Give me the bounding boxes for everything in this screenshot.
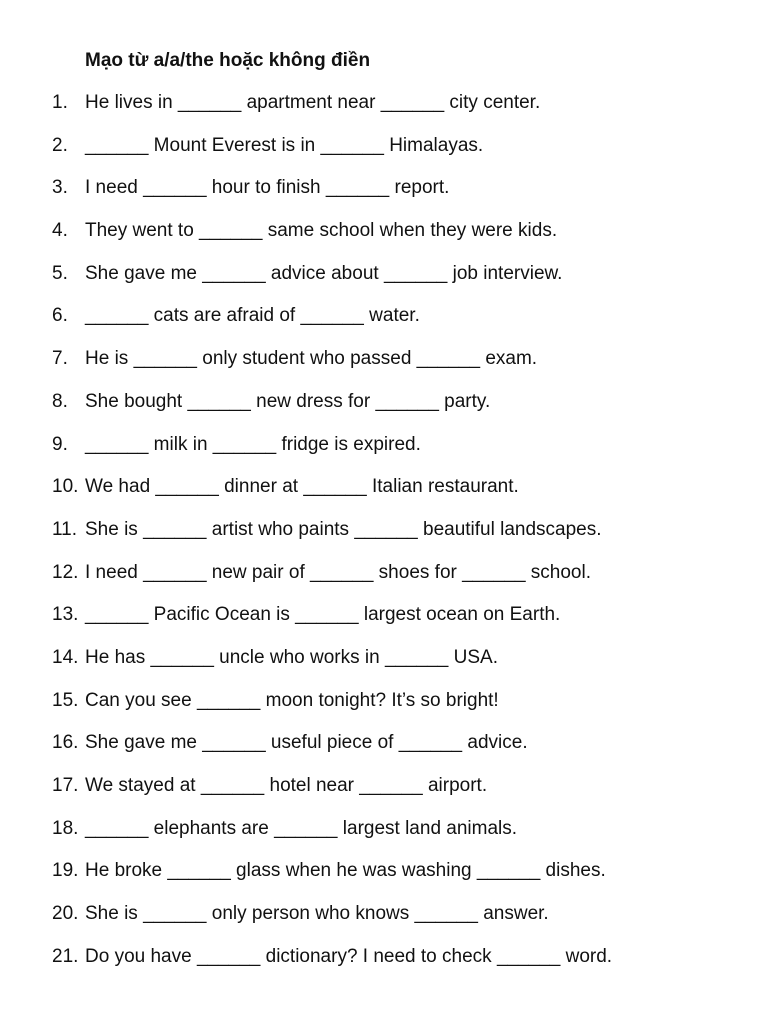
exercise-item <box>0 90 768 133</box>
exercise-sentence: She is ______ artist who paints ______ beautiful landscapes. <box>85 518 602 540</box>
exercise-number: 7. <box>52 348 68 370</box>
exercise-sentence: ______ cats are afraid of ______ water. <box>85 305 420 327</box>
exercise-sentence: She bought ______ new dress for ______ party. <box>85 390 491 412</box>
exercise-item <box>0 602 768 645</box>
exercise-item <box>0 389 768 432</box>
exercise-sentence: She gave me ______ useful piece of ______ advice. <box>85 732 528 754</box>
exercise-item <box>0 901 768 944</box>
exercise-number: 19. <box>52 860 79 882</box>
exercise-item <box>0 645 768 688</box>
exercise-sentence: We stayed at ______ hotel near ______ airport. <box>85 775 488 796</box>
exercise-number: 20. <box>52 903 79 925</box>
exercise-item <box>0 432 768 475</box>
exercise-item <box>0 858 768 901</box>
exercise-item <box>0 730 768 773</box>
exercise-number: 6. <box>52 305 68 327</box>
exercise-sentence: ______ Mount Everest is in ______ Himalayas. <box>85 134 484 156</box>
exercise-number: 15. <box>52 689 79 711</box>
exercise-item <box>0 218 768 261</box>
exercise-number: 21. <box>52 945 79 967</box>
exercise-number: 1. <box>52 92 68 113</box>
exercise-list <box>0 90 768 986</box>
exercise-number: 9. <box>52 433 68 455</box>
exercise-sentence: He has ______ uncle who works in ______ USA. <box>85 646 498 668</box>
exercise-sentence: I need ______ new pair of ______ shoes for ______ school. <box>85 561 591 583</box>
exercise-number: 11. <box>52 518 78 540</box>
exercise-item <box>0 346 768 389</box>
exercise-sentence: Do you have ______ dictionary? I need to check ______ word. <box>85 945 613 967</box>
exercise-sentence: They went to ______ same school when they were kids. <box>85 220 558 242</box>
exercise-item <box>0 944 768 987</box>
exercise-number: 16. <box>52 732 79 754</box>
exercise-number: 2. <box>52 134 68 156</box>
exercise-item <box>0 517 768 560</box>
exercise-sentence: Can you see ______ moon tonight? It’s so bright! <box>85 689 499 711</box>
exercise-item <box>0 261 768 304</box>
worksheet-title: Mạo từ a/a/the hoặc không điền <box>85 50 371 71</box>
exercise-sentence: We had ______ dinner at ______ Italian restaurant. <box>85 476 519 498</box>
exercise-number: 5. <box>52 262 68 284</box>
exercise-item <box>0 773 768 816</box>
exercise-sentence: ______ Pacific Ocean is ______ largest ocean on Earth. <box>85 604 561 626</box>
exercise-sentence: ______ elephants are ______ largest land animals. <box>85 817 518 839</box>
exercise-number: 12. <box>52 561 79 583</box>
exercise-item <box>0 560 768 603</box>
exercise-sentence: She gave me ______ advice about ______ job interview. <box>85 262 563 284</box>
exercise-number: 13. <box>52 604 79 626</box>
exercise-item <box>0 303 768 346</box>
exercise-number: 10. <box>52 476 79 498</box>
exercise-number: 8. <box>52 390 68 412</box>
exercise-item <box>0 474 768 517</box>
exercise-item <box>0 175 768 218</box>
exercise-sentence: ______ milk in ______ fridge is expired. <box>85 433 421 455</box>
exercise-sentence: He is ______ only student who passed ______ exam. <box>85 348 538 370</box>
exercise-number: 18. <box>52 817 79 839</box>
exercise-item <box>0 688 768 731</box>
exercise-sentence: He lives in ______ apartment near ______ city center. <box>85 92 541 113</box>
exercise-sentence: I need ______ hour to finish ______ report. <box>85 177 450 199</box>
exercise-item <box>0 816 768 859</box>
exercise-sentence: She is ______ only person who knows ______ answer. <box>85 903 549 925</box>
exercise-number: 4. <box>52 220 68 242</box>
exercise-sentence: He broke ______ glass when he was washing ______ dishes. <box>85 860 606 882</box>
exercise-number: 3. <box>52 177 68 199</box>
exercise-item <box>0 133 768 176</box>
exercise-number: 14. <box>52 646 79 668</box>
exercise-number: 17. <box>52 775 79 796</box>
